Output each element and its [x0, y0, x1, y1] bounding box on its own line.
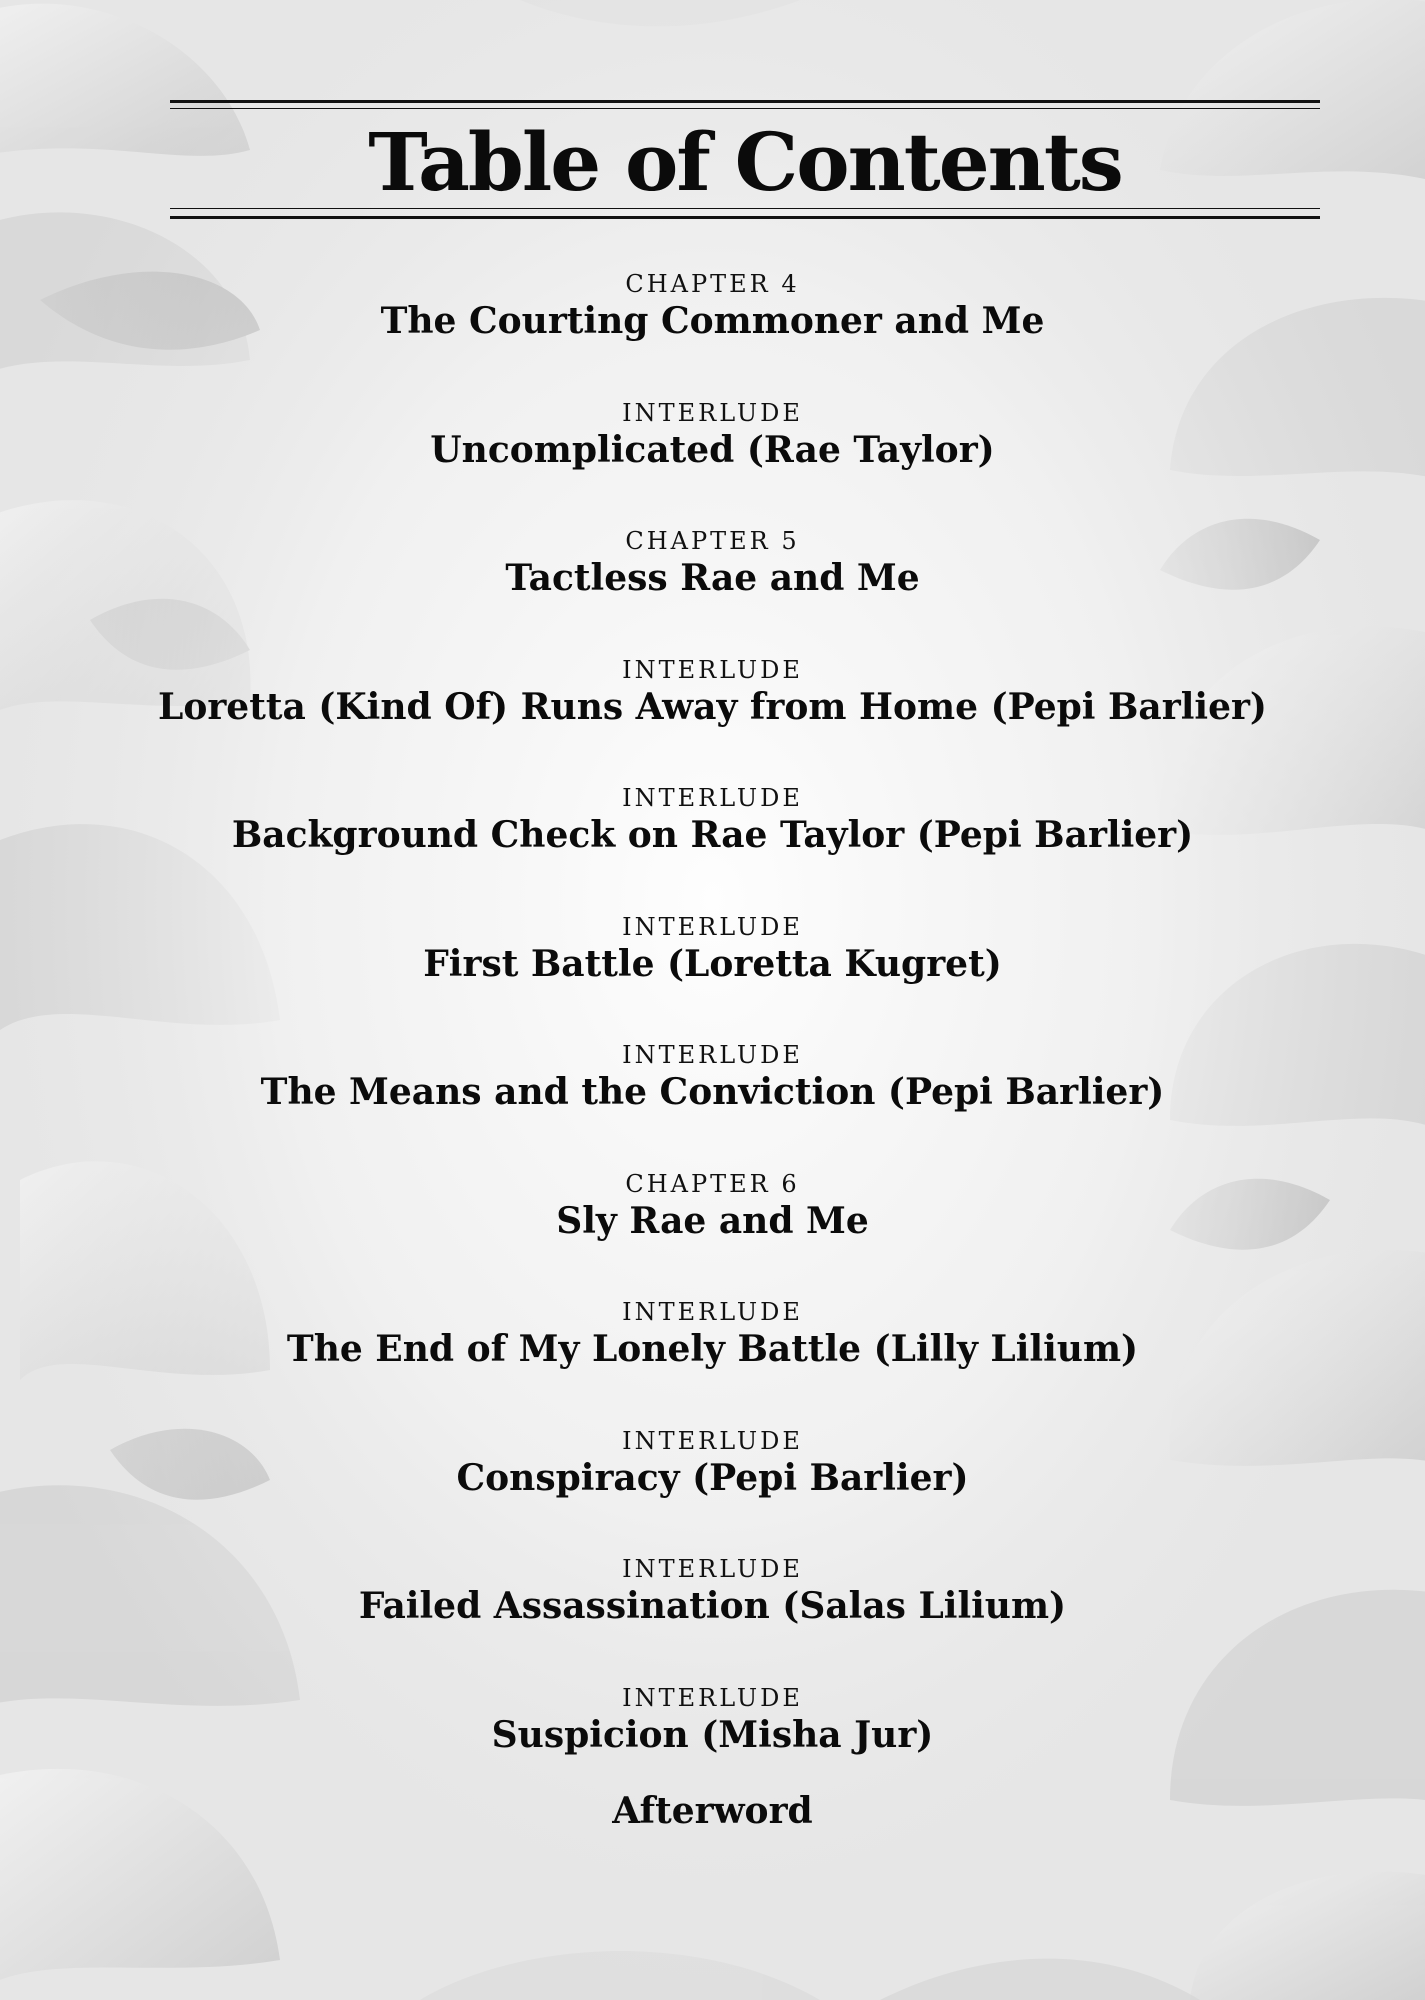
toc-entry-title: Uncomplicated (Rae Taylor): [430, 428, 995, 471]
title-rule-top-thick: [170, 100, 1320, 103]
toc-entry-label: CHAPTER 5: [625, 527, 800, 555]
toc-entry-label: INTERLUDE: [622, 398, 803, 427]
toc-entry[interactable]: [120, 656, 1305, 785]
toc-entry-label: INTERLUDE: [622, 784, 803, 812]
toc-entry-title: Conspiracy (Pepi Barlier): [456, 1456, 969, 1499]
toc-entry-label: INTERLUDE: [622, 912, 803, 941]
toc-entry-label: INTERLUDE: [622, 655, 803, 684]
toc-entry-title: Loretta (Kind Of) Runs Away from Home (Pepi Barlier): [158, 685, 1267, 728]
title-banner: [170, 98, 1320, 222]
toc-entry-label: INTERLUDE: [622, 1426, 803, 1455]
toc-entry-label: INTERLUDE: [622, 1041, 803, 1069]
toc-entry-label: INTERLUDE: [622, 1555, 803, 1583]
toc-entry[interactable]: [120, 1427, 1305, 1556]
title-rule-bottom-thin: [170, 208, 1320, 209]
toc-list: [120, 270, 1305, 1833]
toc-entry-title: The Courting Commoner and Me: [380, 300, 1045, 342]
toc-entry-label: INTERLUDE: [622, 1298, 803, 1326]
toc-entry[interactable]: [120, 399, 1305, 528]
toc-entry-label: INTERLUDE: [622, 1683, 803, 1712]
toc-entry-title: The End of My Lonely Battle (Lilly Lilium): [286, 1328, 1139, 1370]
toc-entry-title: The Means and the Conviction (Pepi Barlier): [260, 1071, 1165, 1113]
title-rule-bottom-thick: [170, 216, 1320, 219]
toc-entry-title: Tactless Rae and Me: [505, 557, 920, 599]
toc-entry-title: Sly Rae and Me: [556, 1199, 869, 1242]
toc-entry-title: Background Check on Rae Taylor (Pepi Barlier): [231, 814, 1194, 856]
toc-afterword-title: Afterword: [612, 1789, 813, 1832]
toc-entry-label: CHAPTER 4: [625, 270, 800, 298]
toc-entry-afterword[interactable]: [120, 1770, 1305, 1833]
toc-entry-title: First Battle (Loretta Kugret): [423, 942, 1002, 985]
title-rule-top-thin: [170, 108, 1320, 109]
toc-entry-label: CHAPTER 6: [625, 1169, 800, 1198]
toc-entry[interactable]: [120, 270, 1305, 399]
toc-entry[interactable]: [120, 527, 1305, 656]
toc-entry[interactable]: [120, 913, 1305, 1042]
toc-entry[interactable]: [120, 1555, 1305, 1684]
toc-entry-title: Suspicion (Misha Jur): [491, 1713, 934, 1756]
toc-entry[interactable]: [120, 1170, 1305, 1299]
toc-entry-title: Failed Assassination (Salas Lilium): [358, 1585, 1067, 1627]
toc-entry[interactable]: [120, 1298, 1305, 1427]
toc-entry[interactable]: [120, 784, 1305, 913]
toc-entry[interactable]: [120, 1041, 1305, 1170]
toc-entry[interactable]: [120, 1684, 1305, 1770]
page-title: Table of Contents: [368, 115, 1122, 209]
